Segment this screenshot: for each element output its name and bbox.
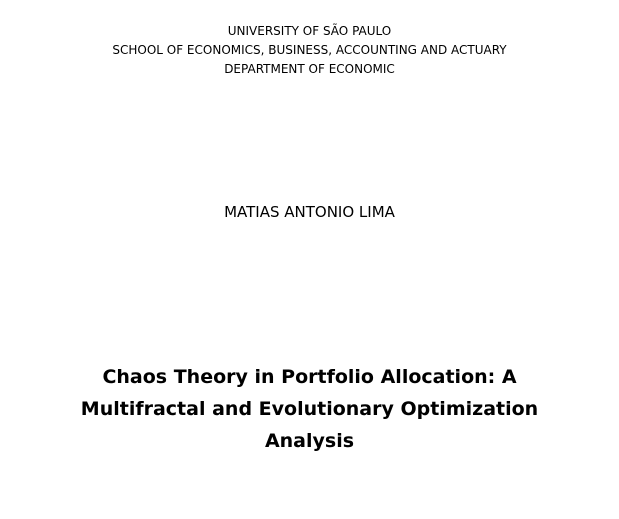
department-name: DEPARTMENT OF ECONOMIC	[224, 62, 395, 76]
thesis-title-line-2: Multifractal and Evolutionary Optimization	[80, 398, 539, 420]
school-name: SCHOOL OF ECONOMICS, BUSINESS, ACCOUNTING AND ACTUARY	[112, 43, 507, 57]
university-name: UNIVERSITY OF SÃO PAULO	[227, 24, 392, 38]
thesis-title-line-3: Analysis	[264, 430, 355, 452]
thesis-title-line-1: Chaos Theory in Portfolio Allocation: A	[102, 366, 517, 388]
author-name: MATIAS ANTONIO LIMA	[224, 203, 395, 221]
